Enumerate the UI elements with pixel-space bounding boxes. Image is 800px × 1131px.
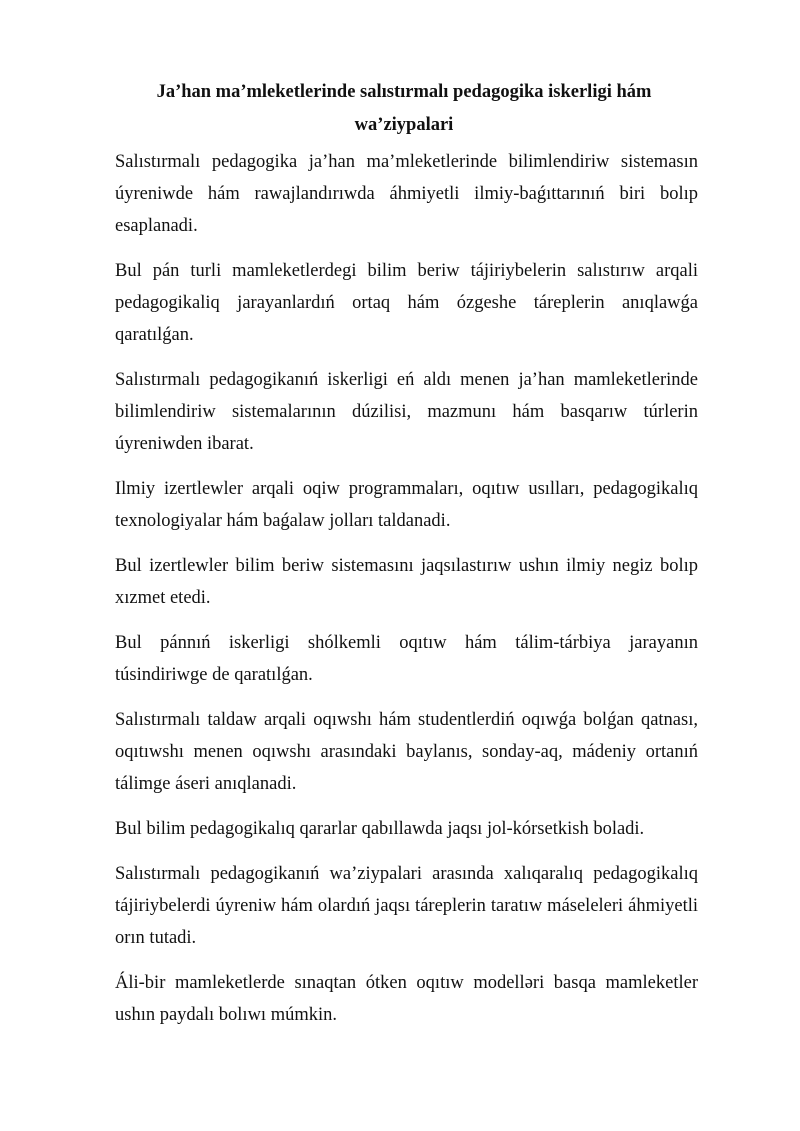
paragraph: Salıstırmalı pedagogikanıń wa’ziypalari arasında xalıqaralıq pedagogikalıq tájiriybelerdi úyreniw hám olardıń jaqsı táreplerin taratıw máseleleri áhmiyetli orın tutadi. [115, 864, 698, 948]
document-body [115, 146, 698, 1044]
paragraph: Bul pánnıń iskerligi shólkemli oqıtıw hám tálim-tárbiya jarayanın túsindiriwge de qaratılǵan. [115, 633, 698, 685]
paragraph: Salıstırmalı taldaw arqali oqıwshı hám studentlerdiń oqıwǵa bolǵan qatnası, oqıtıwshı menen oqıwshı arasındaki baylanıs, sonday-aq, mádeniy ortanıń tálimge áseri anıqlanadi. [115, 710, 698, 794]
paragraph: Bul bilim pedagogikalıq qararlar qabıllawda jaqsı jol-kórsetkish boladi. [115, 819, 645, 839]
paragraph: Bul pán turli mamleketlerdegi bilim beriw tájiriybelerin salıstırıw arqali pedagogikaliq jarayanlardıń ortaq hám ózgeshe táreplerin anıqlawǵa qaratılǵan. [115, 261, 698, 345]
document-title: Ja’han ma’mleketlerinde salıstırmalı pedagogika iskerligi hám wa’ziypalari [156, 82, 652, 135]
paragraph: Salıstırmalı pedagogikanıń iskerligi eń aldı menen ja’han mamleketlerinde bilimlendiriw sistemalarının dúzilisi, mazmunı hám basqarıw túrlerin úyreniwden ibarat. [115, 370, 698, 454]
paragraph: Bul izertlewler bilim beriw sistemasını jaqsılastırıw ushın ilmiy negiz bolıp xızmet etedi. [115, 556, 698, 608]
paragraph: Salıstırmalı pedagogika ja’han ma’mleketlerinde bilimlendiriw sistemasın úyreniwde hám rawajlandırıwda áhmiyetli ilmiy-baǵıttarınıń biri bolıp esaplanadi. [115, 152, 698, 236]
paragraph: Áli-bir mamleketlerde sınaqtan ótken oqıtıw modellәri basqa mamleketler ushın paydalı bolıwı múmkin. [115, 973, 698, 1025]
paragraph: Ilmiy izertlewler arqali oqiw programmaları, oqıtıw usılları, pedagogikalıq texnologiyalar hám baǵalaw jolları taldanadi. [115, 479, 698, 531]
